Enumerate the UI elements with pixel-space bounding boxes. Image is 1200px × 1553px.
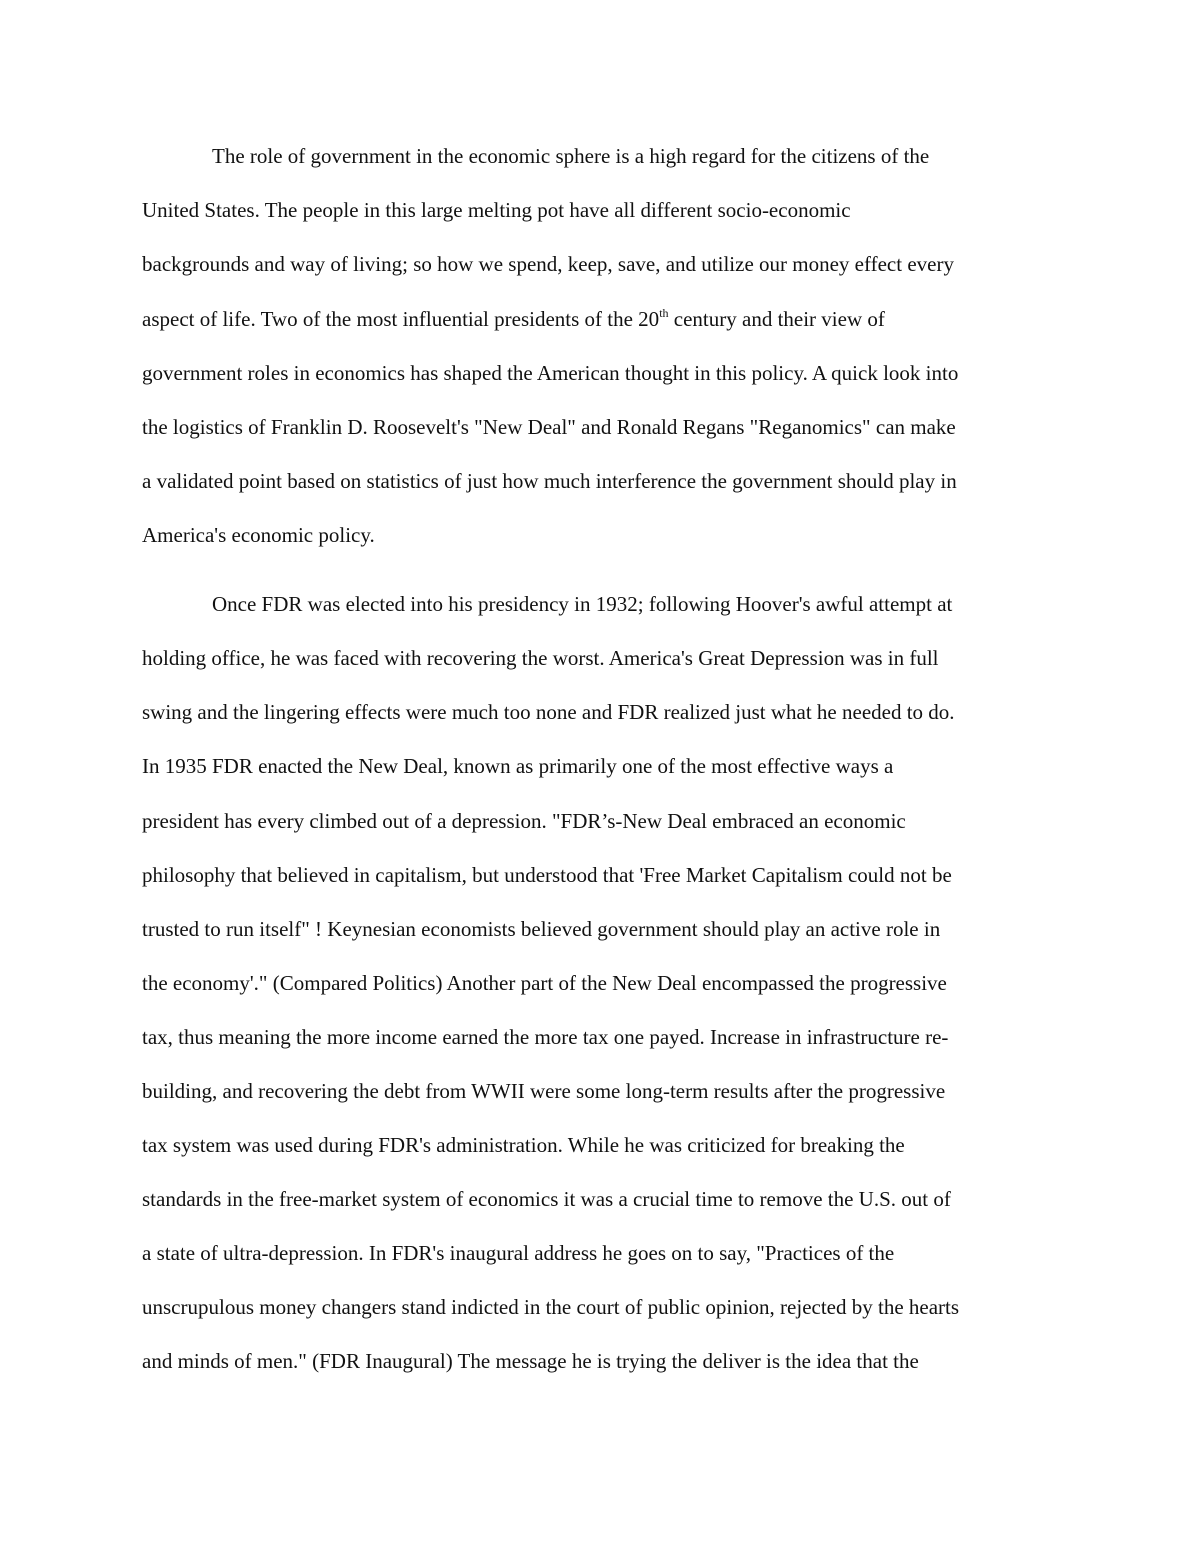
- text-line: trusted to run itself" ! Keynesian economists believed government should play an active role in: [142, 917, 941, 941]
- text-line: philosophy that believed in capitalism, but understood that 'Free Market Capitalism could not be: [142, 863, 952, 887]
- text-line: building, and recovering the debt from WWII were some long-term results after the progressive: [142, 1079, 946, 1103]
- text-segment: aspect of life. Two of the most influential presidents of the 20: [142, 307, 660, 331]
- text-line: [142, 306, 885, 332]
- text-line: tax system was used during FDR's administration. While he was criticized for breaking the: [142, 1133, 905, 1157]
- text-line: holding office, he was faced with recovering the worst. America's Great Depression was in full: [142, 646, 939, 670]
- text-line: government roles in economics has shaped the American thought in this policy. A quick look into: [142, 361, 959, 385]
- text-line: Once FDR was elected into his presidency in 1932; following Hoover's awful attempt at: [212, 592, 953, 616]
- text-line: swing and the lingering effects were much too none and FDR realized just what he needed to do.: [142, 700, 955, 724]
- text-line: United States. The people in this large melting pot have all different socio-economic: [142, 198, 851, 222]
- text-line: standards in the free-market system of economics it was a crucial time to remove the U.S. out of: [142, 1187, 951, 1211]
- text-line: unscrupulous money changers stand indicted in the court of public opinion, rejected by the hearts: [142, 1295, 960, 1319]
- text-line: tax, thus meaning the more income earned the more tax one payed. Increase in infrastructure re-: [142, 1025, 949, 1049]
- text-line: backgrounds and way of living; so how we spend, keep, save, and utilize our money effect every: [142, 252, 954, 276]
- text-segment: century and their view of: [668, 307, 885, 331]
- superscript: th: [659, 306, 669, 320]
- text-line: a validated point based on statistics of just how much interference the government should play in: [142, 469, 957, 493]
- text-line: president has every climbed out of a depression. "FDR’s-New Deal embraced an economic: [142, 809, 906, 833]
- text-line: and minds of men." (FDR Inaugural) The message he is trying the deliver is the idea that the: [142, 1349, 919, 1373]
- text-line: In 1935 FDR enacted the New Deal, known as primarily one of the most effective ways a: [142, 754, 894, 778]
- text-line: America's economic policy.: [142, 523, 375, 547]
- text-line: the logistics of Franklin D. Roosevelt's "New Deal" and Ronald Regans "Reganomics" can make: [142, 415, 956, 439]
- text-line: The role of government in the economic sphere is a high regard for the citizens of the: [212, 144, 930, 168]
- text-line: a state of ultra-depression. In FDR's inaugural address he goes on to say, "Practices of the: [142, 1241, 895, 1265]
- text-line: the economy'." (Compared Politics) Another part of the New Deal encompassed the progressive: [142, 971, 947, 995]
